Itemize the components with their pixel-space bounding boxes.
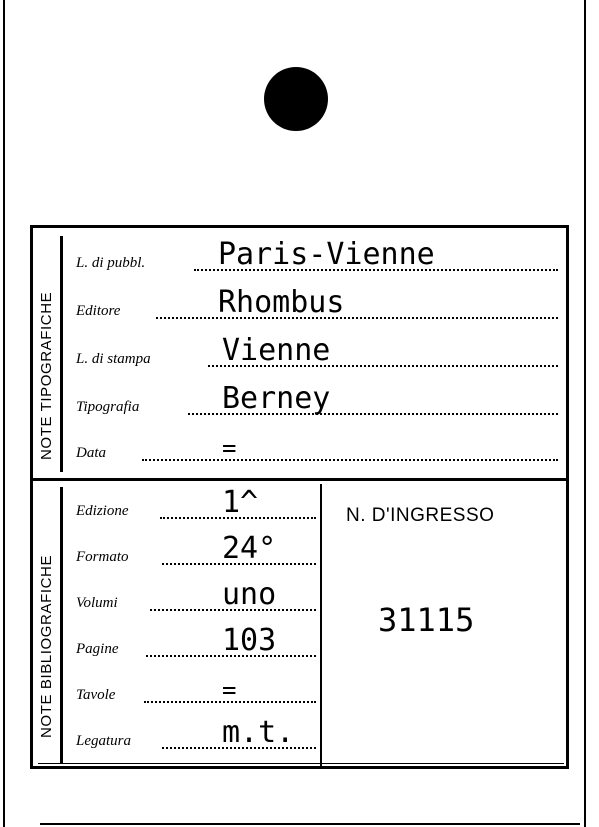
field-label: Tipografia — [76, 399, 140, 415]
field-formato — [76, 530, 316, 570]
card-left-edge — [3, 0, 5, 827]
field-volumi — [76, 576, 316, 616]
field-tavole — [76, 668, 316, 708]
field-luogo-pubblicazione — [76, 236, 560, 276]
ingresso-rule — [320, 484, 322, 766]
field-label: Volumi — [76, 595, 118, 611]
field-value: Berney — [222, 381, 331, 416]
frame-inner-line — [38, 763, 564, 764]
card-bottom-edge — [40, 823, 580, 825]
field-label: Tavole — [76, 687, 116, 703]
field-value: = — [222, 676, 237, 704]
field-value: uno — [222, 577, 277, 612]
punch-hole — [264, 67, 328, 131]
tipografiche-rule — [60, 236, 63, 472]
ingresso-number: 31115 — [378, 601, 475, 639]
field-value: Paris-Vienne — [218, 237, 435, 272]
field-value: Rhombus — [218, 285, 345, 320]
field-label: Legatura — [76, 733, 132, 749]
field-label: L. di pubbl. — [76, 255, 146, 271]
field-label: L. di stampa — [76, 351, 151, 367]
field-value: = — [222, 434, 237, 462]
section-title-bibliografiche: NOTE BIBLIOGRAFICHE — [38, 554, 55, 738]
field-edizione — [76, 484, 316, 524]
dotted-line — [156, 317, 558, 319]
field-data — [76, 426, 560, 466]
field-label: Data — [76, 445, 106, 461]
field-editore — [76, 284, 560, 324]
field-label: Edizione — [76, 503, 129, 519]
field-legatura — [76, 714, 316, 754]
field-value: Vienne — [222, 333, 331, 368]
field-luogo-stampa — [76, 332, 560, 372]
field-value: m.t. — [222, 715, 295, 750]
field-value: 103 — [222, 623, 277, 658]
field-tipografia — [76, 380, 560, 420]
field-value: 1^ — [222, 485, 259, 520]
card-right-edge — [584, 0, 586, 827]
field-label: Formato — [76, 549, 129, 565]
field-pagine — [76, 622, 316, 662]
field-label: Editore — [76, 303, 121, 319]
field-value: 24° — [222, 531, 277, 566]
bibliografiche-rule — [60, 487, 63, 763]
section-title-tipografiche: NOTE TIPOGRAFICHE — [38, 291, 55, 460]
dotted-line — [142, 459, 558, 461]
section-divider — [33, 478, 566, 481]
ingresso-label: N. D'INGRESSO — [346, 505, 495, 526]
field-label: Pagine — [76, 641, 119, 657]
